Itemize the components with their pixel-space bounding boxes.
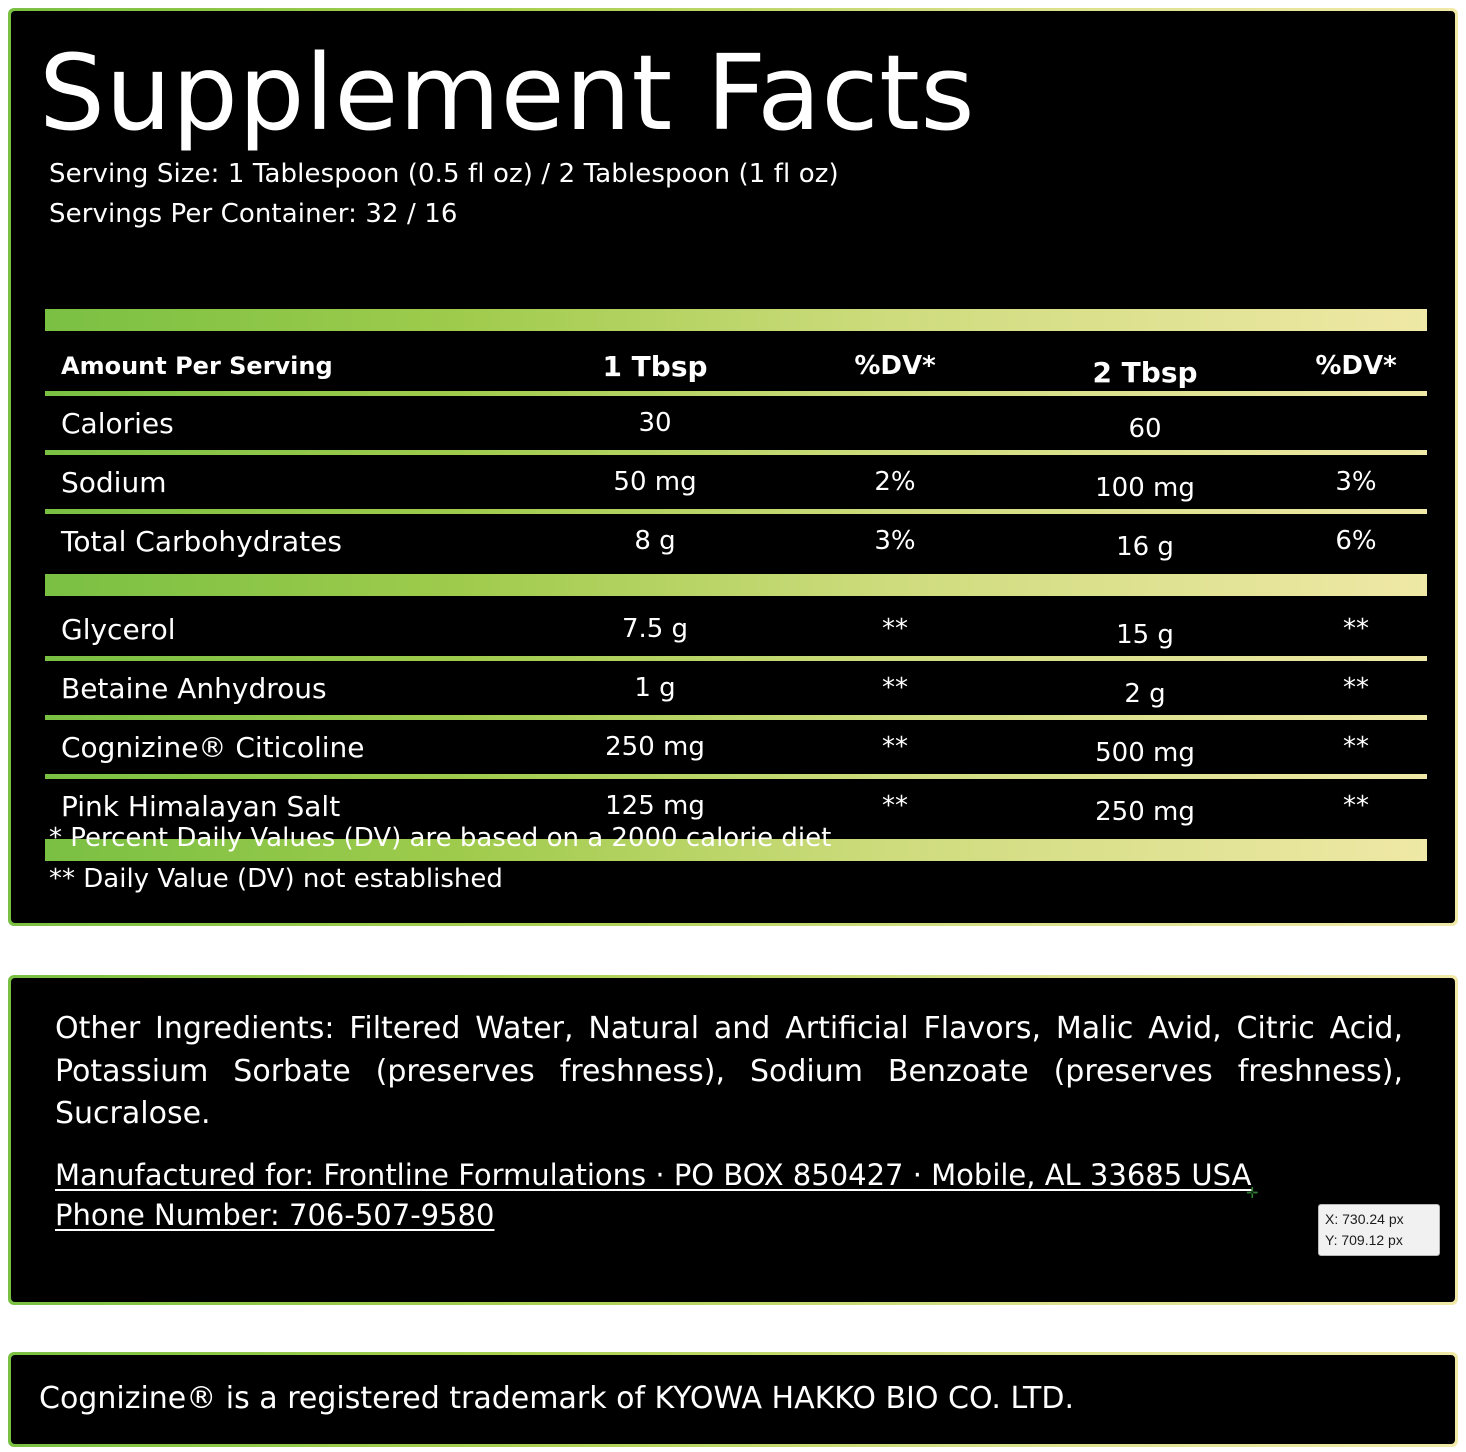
row-amount-2tbsp: 2 g <box>1124 679 1166 709</box>
row-amount-2tbsp: 500 mg <box>1095 738 1195 768</box>
row-dv-1tbsp: ** <box>882 732 908 762</box>
row-label: Cognizine® Citicoline <box>61 730 365 764</box>
row-amount-1tbsp: 250 mg <box>605 732 705 762</box>
other-ingredients-panel-inner <box>11 978 1455 1302</box>
table-header-row <box>45 341 1427 391</box>
row-amount-1tbsp: 7.5 g <box>621 614 689 644</box>
cursor-x-label: X: 730.24 px <box>1325 1211 1404 1227</box>
row-dv-1tbsp: ** <box>882 791 908 821</box>
supplement-facts-panel-inner <box>11 11 1455 923</box>
footnotes <box>49 818 831 899</box>
column-header-dv2: %DV* <box>1315 351 1397 381</box>
column-header-dv1: %DV* <box>854 351 936 381</box>
serving-size-text: Serving Size: 1 Tablespoon (0.5 fl oz) / 2 Tablespoon (1 fl oz) <box>49 159 839 189</box>
row-amount-1tbsp: 8 g <box>634 526 676 556</box>
row-amount-1tbsp: 50 mg <box>613 467 697 497</box>
footnote-dv-basis: * Percent Daily Values (DV) are based on a 2000 calorie diet <box>49 823 832 854</box>
row-dv-1tbsp: 3% <box>874 526 916 556</box>
row-label: Betaine Anhydrous <box>61 671 327 705</box>
row-amount-2tbsp: 250 mg <box>1095 797 1195 827</box>
table-row <box>45 602 1427 656</box>
row-amount-2tbsp: 15 g <box>1116 620 1174 650</box>
row-label: Glycerol <box>61 612 176 646</box>
row-dv-2tbsp: ** <box>1343 732 1369 762</box>
trademark-panel <box>8 1352 1458 1447</box>
row-dv-1tbsp: 2% <box>874 467 916 497</box>
row-dv-2tbsp: 3% <box>1335 467 1377 497</box>
table-row <box>45 514 1427 568</box>
table-row <box>45 720 1427 774</box>
table-row <box>45 396 1427 450</box>
cursor-coordinate-tooltip <box>1318 1204 1440 1256</box>
page-title: Supplement Facts <box>39 32 976 154</box>
cursor-y-label: Y: 709.12 px <box>1325 1232 1403 1248</box>
phone-number-text: Phone Number: 706-507-9580 <box>55 1197 495 1232</box>
divider-bar-top <box>45 309 1427 331</box>
row-dv-1tbsp: ** <box>882 673 908 703</box>
row-dv-2tbsp: ** <box>1343 673 1369 703</box>
divider-bar-middle <box>45 574 1427 596</box>
row-label: Pink Himalayan Salt <box>61 789 341 823</box>
column-header-amount-per-serving: Amount Per Serving <box>61 352 333 380</box>
trademark-panel-inner <box>11 1355 1455 1444</box>
other-ingredients-panel <box>8 975 1458 1305</box>
supplement-facts-panel <box>8 8 1458 926</box>
row-label: Total Carbohydrates <box>61 524 342 558</box>
row-dv-2tbsp: ** <box>1343 614 1369 644</box>
column-header-2-tbsp: 2 Tbsp <box>1092 355 1198 389</box>
nutrition-table <box>45 341 1427 867</box>
row-amount-2tbsp: 16 g <box>1116 532 1174 562</box>
row-dv-1tbsp: ** <box>882 614 908 644</box>
row-label: Calories <box>61 406 174 440</box>
row-amount-1tbsp: 30 <box>638 408 672 438</box>
table-row <box>45 455 1427 509</box>
row-dv-2tbsp: ** <box>1343 791 1369 821</box>
row-label: Sodium <box>61 465 167 499</box>
trademark-text: Cognizine® is a registered trademark of KYOWA HAKKO BIO CO. LTD. <box>39 1381 1075 1416</box>
row-dv-2tbsp: 6% <box>1335 526 1377 556</box>
manufactured-for-text: Manufactured for: Frontline Formulations · PO BOX 850427 · Mobile, AL 33685 USA <box>55 1157 1252 1192</box>
table-row <box>45 661 1427 715</box>
row-amount-2tbsp: 60 <box>1128 414 1162 444</box>
footnote-dv-not-established: ** Daily Value (DV) not established <box>49 863 503 894</box>
row-amount-1tbsp: 125 mg <box>605 791 705 821</box>
cursor-crosshair-icon: ✛ <box>1246 1184 1259 1202</box>
servings-per-container-text: Servings Per Container: 32 / 16 <box>49 199 458 229</box>
other-ingredients-text: Other Ingredients: Filtered Water, Natural and Artificial Flavors, Malic Avid, Citric Acid, Potassium Sorbate (preserves freshness), Sodium Benzoate (preserves freshness), Sucralose. <box>55 1011 1403 1132</box>
column-header-1-tbsp: 1 Tbsp <box>602 349 708 383</box>
row-amount-2tbsp: 100 mg <box>1095 473 1195 503</box>
row-amount-1tbsp: 1 g <box>634 673 676 703</box>
